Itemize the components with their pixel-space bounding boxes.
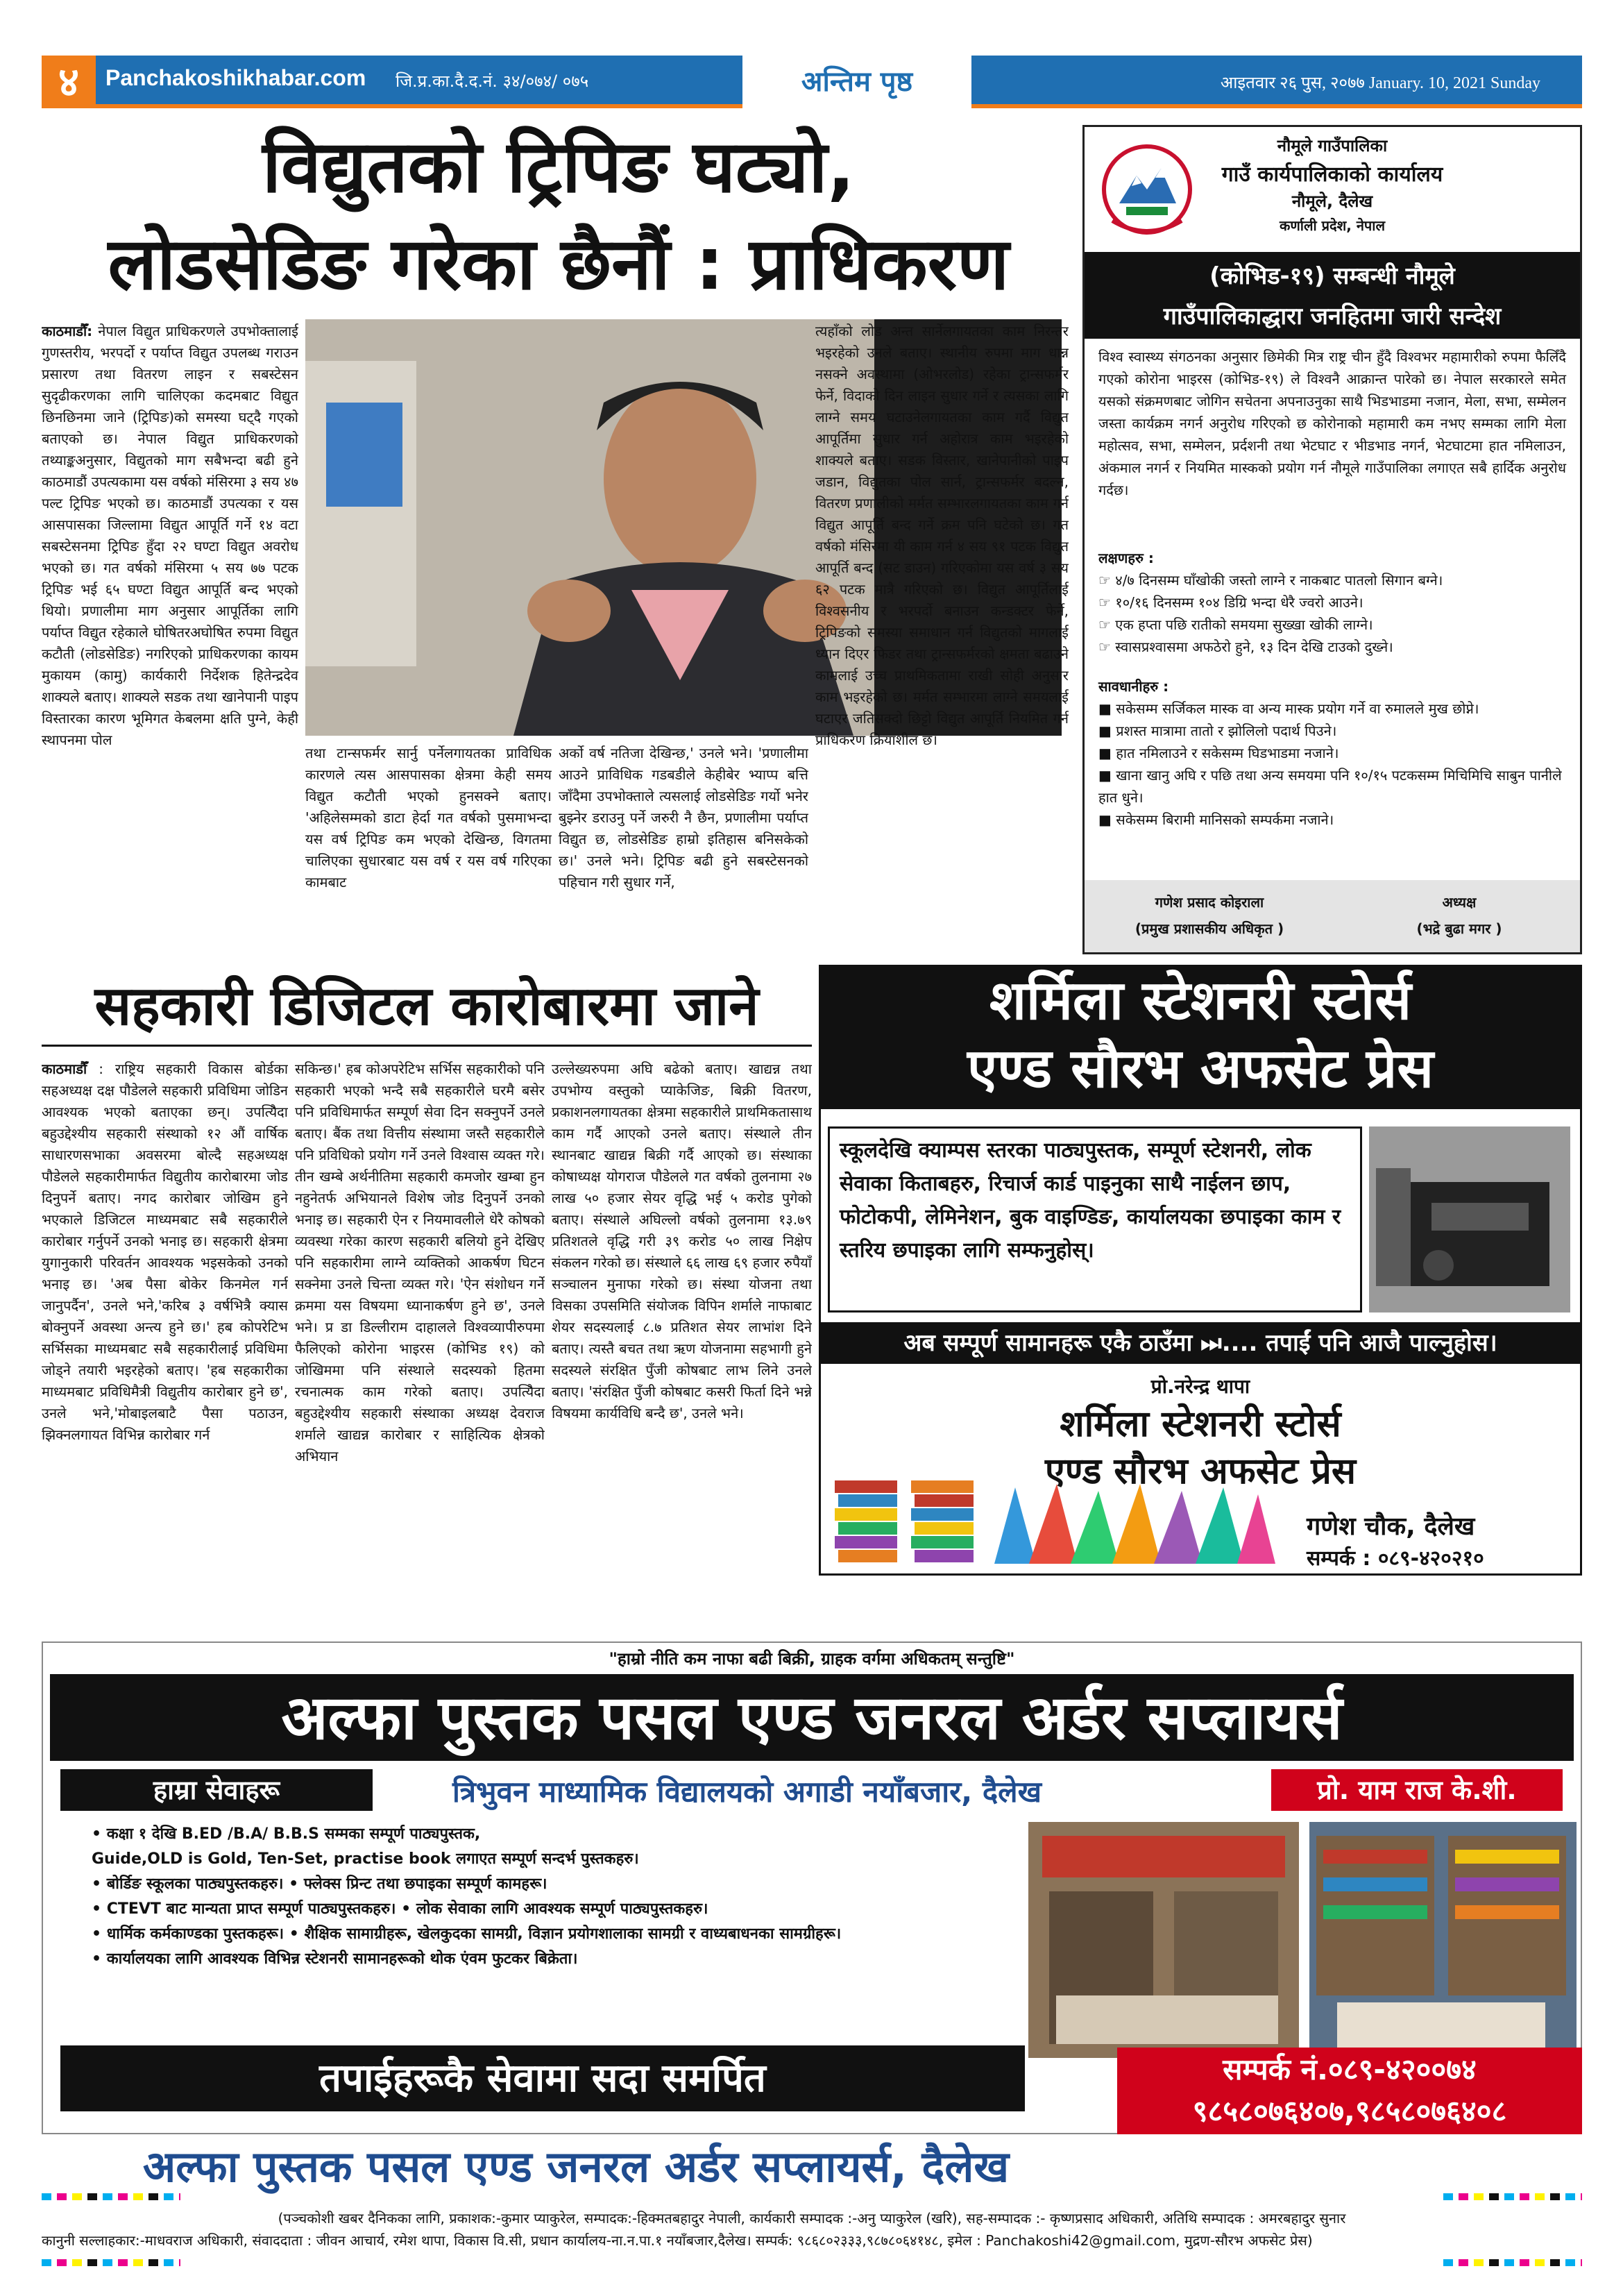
stationery-phone: सम्पर्क : ०८९-४२०२१० [1307, 1546, 1484, 1571]
bookstore-title: अल्फा पुस्तक पसल एण्ड जनरल अर्डर सप्लायर्स [50, 1674, 1574, 1761]
registration-number: जि.प्र.का.दै.द.नं. ३४/०७४/ ०७५ [396, 71, 589, 91]
page-number: ४ [42, 56, 96, 108]
stationery-services: स्कूलदेखि क्याम्पस स्तरका पाठ्यपुस्तक, सम्पूर्ण स्टेशनरी, लोक सेवाका किताबहरु, रिचार्ज कार्ड पाइनुका साथै नाईलन छाप, फोटोकपी, लेमिनेशन, बुक वाइण्डिङ, कार्यालयका छपाइका काम र स्तरिय छपाइका लागि सम्फनुहोस्। [828, 1126, 1362, 1312]
article1-col4: त्यहाँको लोड अन्त सार्नेलगायतका काम निरन्तर भइरहेको उनले बताए। स्थानीय रुपमा माग धान्न नसक्ने अवस्थामा (ओभरलोड) रहेका ट्रान्सफर्मर फेर्ने, विदाको दिन लाइन सुधार गर्ने र त्यसका लागि लाग्ने समय घटाउनेलगायतका काम गर्दै विद्युत आपूर्तिमा सुधार गर्न अहोरात्र काम भइरहेको शाक्यले बताए। सडक विस्तार, खानेपानीको पाइप जडान, विद्युतका पोल सार्न, ट्रान्सफर्मर बदल्न, वितरण प्रणालीको मर्मत सम्भारलगायतका काम गर्न विद्युत आपूर्ति बन्द गर्ने क्रम पनि घटेको छ। गत वर्षको मंसिरमा यी काम गर्न ४ सय ९१ पटक विद्युत आपूर्ति बन्द (सट डाउन) गरिएकोमा यस वर्ष ३ सय ६२ पटक मात्रै गरिएको छ। विद्युत आपूर्तिलाई विश्वसनीय र भरपर्दो बनाउन कन्डक्टर फेर्ने, ट्रिपिङको समस्या समाधान गर्न विद्युतको मागलाई ध्यान दिएर फिडर तथा ट्रान्सफर्मरको क्षमता बढाउने कामलाई उच्च प्राथमिकतामा राखी सोही अनुसार काम भइरहेको छ। मर्मत सम्भारमा लाग्ने समयलाई घटाएर जतिसक्दो छिट्टो विद्युत आपूर्ति नियमित गर्न प्राधिकरण क्रियाशील छ। [815, 323, 1069, 748]
bookstore-proprietor: प्रो. याम राज के.शी. [1271, 1769, 1563, 1811]
list-item: ■ सकेसम्म सर्जिकल मास्क वा अन्य मास्क प्रयोग गर्ने वा रुमालले मुख छोप्ने। [1098, 700, 1479, 717]
list-item: ☞ ४/७ दिनसम्म घाँखोकी जस्तो लाग्ने र नाकबाट पातलो सिगान बग्ने। [1098, 572, 1443, 589]
stationery-ad-title: शर्मिला स्टेशनरी स्टोर्स एण्ड सौरभ अफसेट प्रेस [821, 967, 1580, 1109]
bookstore-slogan: "हाम्रो नीति कम नाफा बढी बिक्री, ग्राहक वर्गमा अधिकतम् सन्तुष्टि" [609, 1649, 1015, 1669]
symptoms-list [1098, 547, 1566, 658]
dateline: काठमाडौँ: [42, 323, 93, 339]
bookstore-services-list [92, 1822, 1021, 1972]
color-registration-bar [1443, 2259, 1582, 2266]
article2-col1: काठमाडौँ : राष्ट्रिय सहकारी विकास बोर्डका सहअध्यक्ष दक्ष पौडेलले सहकारी प्रविधिमा जोडिन आवश्यक भएको बताएका छन्। उपत्यैिदा बहुउद्देश्यीय सहकारी संस्थाको १२ औं वार्षिक साधारणसभाका अवसरमा बोल्दै सहअध्यक्ष पौडेलले सहकारीमार्फत विद्युतीय कारोबारमा जोड दिनुपर्ने बताए। नगद कारोबार जोखिम हुने भएकाले डिजिटल माध्यमबाट सबै सहकारीले कारोबार गर्नुपर्ने उनको भनाइ छ। सहकारी क्षेत्रमा युगानुकारी परिवर्तन आवश्यक भइसकेको उनको भनाइ छ। 'अब पैसा बोकेर किनमेल गर्न जानुपर्दैन', उनले भने,'करिब ३ वर्षभित्रै क्यास बोक्नुपर्ने अवस्था अन्त्य हुने छ।' हब कोपरेटिभ सर्भिसका माध्यमबाट सबै सहकारीलाई प्रविधिमा जोड्ने तयारी भइरहेको बताए। 'हब सहकारीका माध्यमबाट प्रविधिमैत्री विद्युतीय कारोबार हुने छ', उनले भने,'मोबाइलबाटै पैसा पठाउन, झिक्नलगायत विभिन्न कारोबार गर्न [42, 1061, 288, 1443]
signatory-1-title: (प्रमुख प्रशासकीय अधिकृत ) [1135, 920, 1284, 937]
color-registration-bar [42, 2193, 180, 2200]
color-registration-bar [1443, 2193, 1582, 2200]
bookstore-bottom-name: अल्फा पुस्तक पसल एण्ड जनरल अर्डर सप्लायर्स, दैलेख [142, 2141, 1010, 2192]
list-item: • CTEVT बाट मान्यता प्राप्त सम्पूर्ण पाठ्यपुस्तकहरु। • लोक सेवाका लागि आवश्यक सम्पूर्ण पाठ्यपुस्तकहरु। [92, 1900, 708, 1918]
second-headline: सहकारी डिजिटल कारोबारमा जाने [42, 968, 812, 1047]
signatory-1-name: गणेश प्रसाद कोइराला [1155, 894, 1264, 911]
stationery-banner: अब सम्पूर्ण सामानहरू एकै ठाउँमा ⏭.... तपाईं पनि आजै पाल्नुहोस। [821, 1322, 1580, 1364]
list-item: ☞ स्वासप्रश्वासमा अफठेरो हुने, १३ दिन देखि टाउको दुख्ने। [1098, 639, 1393, 655]
list-item: ■ सकेसम्म बिरामी मानिसको सम्पर्कमा नजाने। [1098, 811, 1334, 828]
org-line-4: कर्णाली प्रदेश, नेपाल [1279, 217, 1386, 234]
bookstore-tagline: तपाईहरूकै सेवामा सदा समर्पित [60, 2045, 1025, 2111]
article2-col2: सकिन्छ।' हब कोअपरेटिभ सर्भिस सहकारीको पनि सहकारी भएको भन्दै सबै सहकारीले घरमै बसेर पनि प्रविधिमार्फत सम्पूर्ण सेवा दिन सक्नुपर्ने उनले बताए। बैंक तथा वित्तीय संस्थामा जस्तै सहकारीले पनि प्रविधिको प्रयोग गर्ने उनले विश्वास व्यक्त गरे। तीन खम्बे अर्थनीतिमा सहकारी कमजोर खम्बा हुन नहुनेतर्फ अभियानले विशेष जोड दिनुपर्ने उनको भनाइ छ। सहकारी ऐन र नियमावलीले धेरै कोषको व्यवस्था गरेका कारण सहकारी बलियो हुने देखिए पनि सहकारीमा लाग्ने व्यक्तिको आकर्षण घिटन सक्नेमा उनले चिन्ता व्यक्त गरे। 'ऐन संशोधन गर्ने क्रममा यस विषयमा ध्यानाकर्षण हुने छ', उनले भने। प्र डा डिल्लीराम दाहालले विश्वव्यापीरुपमा फैलिएको कोरोना भाइरस (कोभिड १९) को जोखिममा पनि संस्थाले सदस्यको हितमा रचनात्मक काम गरेको बताए। उपत्यैिदा बहुउद्देश्यीय सहकारी संस्थाका अध्यक्ष देवराज शर्माले खाद्यन्न कारोबार र साहित्यिक क्षेत्रको अभियान [295, 1061, 545, 1464]
list-item: ■ हात नमिलाउने र सकेसम्म घिडभाडमा नजाने। [1098, 745, 1339, 761]
stationery-proprietor: प्रो.नरेन्द्र थापा [1150, 1375, 1250, 1398]
dateline: काठमाडौँ [42, 1061, 87, 1077]
org-line-3: नौमूले, दैलेख [1291, 192, 1373, 211]
stationery-name: शर्मिला स्टेशनरी स्टोर्स एण्ड सौरभ अफसेट प्रेस [1045, 1403, 1356, 1492]
precautions-list [1098, 675, 1566, 831]
notice-signatures [1085, 880, 1580, 952]
page-header [42, 56, 1582, 108]
shop-interior-photo [1309, 1822, 1577, 2058]
bookshelves-icon [1309, 1822, 1577, 2058]
footer-line-2: कानुनी सल्लाहकार:-माधवराज अधिकारी, संवाददाता : जीवन आचार्य, रमेश थापा, विकास वि.सी, प्रधान कार्यालय-ना.न.पा.१ नयाँबजार,दैलेख। सम्पर्क: ९८६८०२३३३,९८७८०६४१४८, इमेल : Panchakoshi42@gmail.com, मुद्रण-सौरभ अफसेट प्रेस) [42, 2232, 1313, 2249]
site-name[interactable]: Panchakoshikhabar.com [105, 65, 366, 90]
signatory-2-name: अध्यक्ष [1442, 894, 1477, 911]
list-item: ☞ १०/१६ दिनसम्म १०४ डिग्रि भन्दा धेरै ज्वरो आउने। [1098, 594, 1363, 611]
org-line-2: गाउँ कार्यपालिकाको कार्यालय [1221, 162, 1443, 187]
section-title: अन्तिम पृष्ठ [742, 56, 971, 108]
org-line-1: नौमूले गाउँपालिका [1277, 136, 1388, 155]
covid-notice [1082, 125, 1582, 954]
printing-press-photo [1369, 1126, 1570, 1312]
signatory-2-title: (भद्रे बुढा मगर ) [1416, 920, 1502, 937]
notice-body: विश्व स्वास्थ्य संगठनका अनुसार छिमेकी मित्र राष्ट्र चीन हुँदै विश्वभर महामारीको रुपमा फैलिँदै गएको कोरोना भाइरस (कोभिड-१९) ले विश्वनै आक्रान्त पारेको छ। नेपाल सरकारले समेत यसको संक्रमणबाट जोगिन सचेतना अपनाउनुका साथै भिडभाडमा नजान, मेला, सभा, सम्मेलन जस्ता कार्यक्रम नगर्न अनुरोध गरिएको छ कोरोनाको महामारी कम नभए सम्मका लागि मेला महोत्सव, सभा, सम्मेलन, प्रर्दशनी तथा भेटघाट र भीडभाड नगर्न, भेटघाटमा हात नमिलाउन, अंकमाल नगर्न र नियमित मास्कको प्रयोग गर्न नौमूले गाउँपालिका लगाएत सबै हार्दिक अनुरोध गर्दछ। [1098, 348, 1566, 498]
bookstore-location: त्रिभुवन माध्यामिक विद्यालयको अगाडी नयाँबजार, दैलेख [452, 1775, 1042, 1809]
shop-front-icon [1028, 1822, 1299, 2058]
stationery-address: गणेश चौक, दैलेख [1307, 1512, 1475, 1541]
notice-title: (कोभिड-१९) सम्बन्धी नौमूले गाउँपालिकाद्धारा जनहितमा जारी सन्देश [1085, 252, 1580, 339]
list-item: • कार्यालयका लागि आवश्यक विभिन्न स्टेशनरी सामानहरूको थोक एंवम फुटकर बिक्रेता। [92, 1950, 578, 1968]
list-item: ☞ एक हप्ता पछि रातीको समयमा सुख्खा खोकी लाग्ने। [1098, 616, 1373, 633]
list-item: Guide,OLD is Gold, Ten-Set, practise book लगाएत सम्पूर्ण सन्दर्भ पुस्तकहरु। [92, 1850, 639, 1868]
article1-col1: काठमाडौँ: नेपाल विद्युत प्राधिकरणले उपभोक्तालाई गुणस्तरीय, भरपर्दो र पर्याप्त विद्युत उपलब्ध गराउन प्रसारण तथा वितरण लाइन र सबस्टेसन सुदृढीकरणका लागि चालिएका कदमबाट विद्युत छिनछिनमा जाने (ट्रिपिङ)को समस्या घट्दै गएको बताएको छ। नेपाल विद्युत प्राधिकरणको तथ्याङ्कअनुसार, विद्युतको माग सबैभन्दा बढी हुने काठमाडौं उपत्यकामा यस वर्षको मंसिरमा ३ सय ४७ पल्ट ट्रिपिङ भएको छ। काठमाडौं उपत्यका र यस आसपासका जिल्लामा विद्युत आपूर्ति गर्ने १४ वटा सबस्टेसनमा ट्रिपिङ हुँदा २२ घण्टा विद्युत अवरोध भएको छ। गत वर्षको मंसिरमा ५ सय ७७ पटक ट्रिपिङ भई ६५ घण्टा विद्युत आपूर्ति बन्द भएको थियो। प्रणालीमा माग अनुसार आपूर्तिका लागि पर्याप्त विद्युत रहेकाले घोषितरअघोषित रुपमा विद्युत कटौती (लोडसेडिङ) नगरिएको प्राधिकरणका कायम मुकायम (कामु) कार्यकारी निर्देशक हितेन्द्रदेव शाक्यले बताए। शाक्यले सडक तथा खानेपानी पाइप विस्तारका कारण भूमिगत केबलमा क्षति पुग्ने, केही स्थापनमा पोल [42, 323, 298, 748]
symptoms-label: लक्षणहरु : [1098, 550, 1154, 566]
list-item: ■ प्रशस्त मात्रामा तातो र झोलिलो पदार्थ पिउने। [1098, 723, 1337, 739]
issue-date: आइतवार २६ पुस, २०७७ January. 10, 2021 Sunday [1220, 74, 1540, 92]
footer-line-1: (पञ्चकोशी खबर दैनिकका लागि, प्रकाशक:-कुमार प्याकुरेल, सम्पादक:-हिक्मतबहादुर नेपाली, कार्यकारी सम्पादक :-अनु प्याकुरेल (खरि), सह-सम्पादक :- कृष्णप्रसाद अधिकारी, अतिथि सम्पादक : अमरबहादुर सुनार [278, 2210, 1346, 2227]
color-registration-bar [42, 2259, 180, 2266]
bookstore-contact: सम्पर्क नं.०८९-४२००७४ ९८५८०७६४०७,९८५८०७६४०८ [1117, 2048, 1582, 2134]
headline-line-1: विद्युतको ट्रिपिङ घट्यो, [262, 124, 855, 209]
article2-col3: उल्लेख्यरुपमा अघि बढेको बताए। खाद्यन्न तथा उपभोग्य वस्तुको प्याकेजिङ, बिक्री वितरण, प्रकाशनलगायतका क्षेत्रमा सहकारीले प्राथमिकतासाथ काम गर्दै आएको उनले बताए। संस्थाले तीन स्थानबाट खाद्यन्न बिक्री गर्दै आएको छ। संस्थाका कोषाध्यक्ष योगराज पौडेलले गत वर्षको तुलनामा २७ लाख ५० हजार सेयर वृद्धि भई ५ करोड पुगेको बताए। संस्थाले अघिल्लो वर्षको तुलनामा १३.७९ प्रतिशतले वृद्धि गरी ३९ करोड ५० लाख निक्षेप संकलन गरेको छ। संस्थाले ६६ लाख ६९ हजार रुपैयाँ सञ्चालन मुनाफा गरेको छ। संस्था योजना तथा विसका उपसमिति संयोजक विपिन शर्माले नाफाबाट शेयर सदस्यलाई ८.७ प्रतिशत सेयर लाभांश दिने बताए। त्यस्तै बचत तथा ऋण योजनामा सहभागी हुने सदस्यले संरक्षित पुँजी कोषबाट लाभ लिने उनले बताए। 'संरक्षित पुँजी कोषबाट कसरी फिर्ता दिने भन्ने विषयमा कार्यविधि बन्दै छ', उनले भने। [552, 1061, 812, 1421]
list-item: • बोर्डिङ स्कूलका पाठ्यपुस्तकहरु। • फ्लेक्स प्रिन्ट तथा छपाइका सम्पूर्ण कामहरू। [92, 1875, 547, 1893]
list-item: ■ खाना खानु अघि र पछि तथा अन्य समयमा पनि १०/१५ पटकसम्म मिचिमिचि साबुन पानीले हात धुने। [1098, 767, 1562, 806]
printing-press-icon [1369, 1126, 1570, 1312]
services-label: हाम्रा सेवाहरू [60, 1769, 373, 1811]
notice-header [1085, 127, 1580, 252]
page-footer [42, 2207, 1582, 2252]
shop-front-photo [1028, 1822, 1299, 2058]
list-item: • कक्षा १ देखि B.ED /B.A/ B.B.S सम्मका सम्पूर्ण पाठ्यपुस्तक, [92, 1825, 481, 1843]
stationery-advertisement [819, 965, 1582, 1576]
article1-col2: तथा टान्सफर्मर सार्नु पर्नेलगायतका प्राविधिक कारणले त्यस आसपासका क्षेत्रमा केही समय विद्युत कटौती भएको हुनसक्ने बताए। 'अहिलेसम्मको डाटा हेर्दा गत वर्षको पुसमाभन्दा यस वर्ष ट्रिपिङ कम भएको देखिन्छ, विगतमा चालिएका सुधारबाट यस वर्ष र यस वर्ष गरिएका कामबाट [305, 745, 552, 890]
list-item: • धार्मिक कर्मकाण्डका पुस्तकहरू। • शैक्षिक सामाग्रीहरू, खेलकुदका सामग्री, विज्ञान प्रयोगशालाका सामग्री र वाध्यबाधनका सामग्रीहरू। [92, 1925, 842, 1943]
books-icon [835, 1474, 1279, 1571]
headline-line-2: लोडसेडिङ गरेका छैनौं : प्राधिकरण [108, 221, 1010, 306]
precautions-label: सावधानीहरु : [1098, 678, 1169, 695]
article1-col3: अर्को वर्ष नतिजा देखिन्छ,' उनले भने। 'प्रणालीमा आउने प्राविधिक गडबडीले केहीबेर भ्याप्प बत्ति जाँदैमा उपभोक्ताले त्यसलाई लोडसेडिङ गर्यो भनेर बुझ्नेर डराउनु पर्ने जरुरी नै छैन, प्रणालीमा पर्याप्त विद्युत छ, लोडसेडिङ हाम्रो इतिहास बनिसकेको छ।' उनले भने। ट्रिपिङ बढी हुने सबस्टेसनको पहिचान गरी सुधार गर्ने, [559, 745, 808, 890]
main-headline [42, 118, 1076, 312]
